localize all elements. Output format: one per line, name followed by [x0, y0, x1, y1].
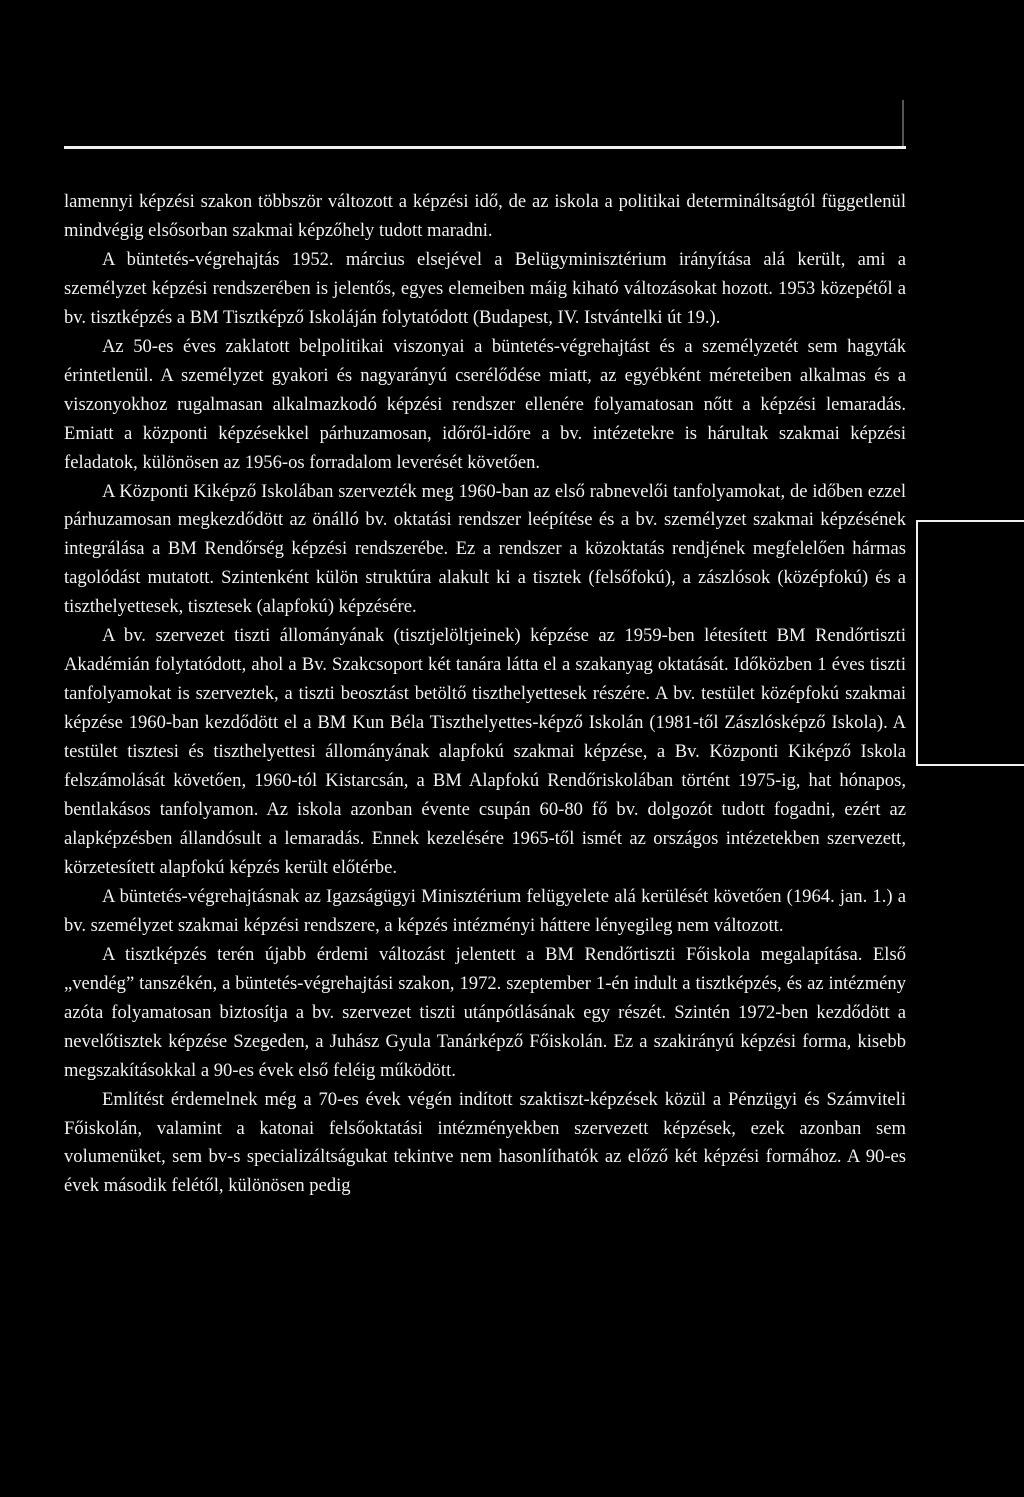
top-rule [64, 146, 906, 149]
paragraph: A Központi Kiképző Iskolában szervezték meg 1960-ban az első rabnevelői tanfolyamokat, de időben ezzel párhuzamosan megkezdődött az önálló bv. oktatási rendszer leépítése és a bv. személyzet szakmai képzésének integrálása a BM Rendőrség képzési rendszerébe. Ez a rendszer a közoktatás rendjének megfelelően hármas tagolódást mutatott. Szintenként külön struktúra alakult ki a tisztek (felsőfokú), a zászlósok (középfokú) és a tiszthelyettesek, tisztesek (alapfokú) képzésére. [64, 480, 906, 618]
paragraph: A büntetés-végrehajtásnak az Igazságügyi Minisztérium felügyelete alá kerülését követően (1964. jan. 1.) a bv. személyzet szakmai képzési rendszere, a képzés intézményi háttere lényegileg nem változott. [64, 885, 906, 936]
paragraph-continuation: lamennyi képzési szakon többször változott a képzési idő, de az iskola a politikai determináltságtól függetlenül mindvégig elsősorban szakmai képzőhely tudott maradni. [64, 191, 906, 241]
paragraph: A büntetés-végrehajtás 1952. március elsejével a Belügyminisztérium irányítása alá került, ami a személyzet képzési rendszerében is jelentős, egyes elemeiben máig kiható változásokat hozott. 1953 közepétől a bv. tisztképzés a BM Tisztképző Iskoláján folytatódott (Budapest, IV. Istvántelki út 19.). [64, 248, 906, 328]
paragraph: A bv. szervezet tiszti állományának (tisztjelöltjeinek) képzése az 1959-ben létesített BM Rendőrtiszti Akadémián folytatódott, ahol a Bv. Szakcsoport két tanára látta el a szakanyag oktatását. Időközben 1 éves tiszti tanfolyamokat is szerveztek, a tiszti beosztást betöltő tiszthelyettesek részére. A bv. testület középfokú szakmai képzése 1960-ban kezdődött el a BM Kun Béla Tiszthelyettes-képző Iskolán (1981-től Zászlósképző Iskola). A testület tisztesi és tiszthelyettesi állományának alapfokú szakmai képzése, a Bv. Központi Kiképző Iskola felszámolását követően, 1960-tól Kistarcsán, a BM Alapfokú Rendőriskolában történt 1975-ig, hat hónapos, bentlakásos tanfolyamon. Az iskola azonban évente csupán 60-80 fő bv. dolgozót tudott fogadni, ezért az alapképzésben állandósult a lemaradás. Ennek kezelésére 1965-től ismét az országos intézetekben szervezett, körzetesített alapfokú képzés került előtérbe. [64, 625, 906, 878]
paragraph: Említést érdemelnek még a 70-es évek végén indított szaktiszt-képzések közül a Pénzügyi és Számviteli Főiskolán, valamint a katonai felsőoktatási intézményekben szervezett képzések, ezek azonban sem volumenüket, sem bv-s specializáltságukat tekintve nem hasonlíthatók az előző két képzési formához. A 90-es évek második felétől, különösen pedig [64, 1088, 906, 1197]
body-text [64, 188, 906, 1201]
paragraph: Az 50-es éves zaklatott belpolitikai viszonyai a büntetés-végrehajtást és a személyzetét sem hagyták érintetlenül. A személyzet gyakori és nagyarányú cserélődése miatt, az egyébként méreteiben alkalmas és a viszonyokhoz rugalmasan alkalmazkodó képzési rendszer ellenére folyamatosan nőtt a képzési lemaradás. Emiatt a központi képzésekkel párhuzamosan, időről-időre a bv. intézetekre is hárultak szakmai képzési feladatok, különösen az 1956-os forradalom leverését követően. [64, 335, 906, 473]
top-rule-tick [902, 100, 904, 146]
paragraph: A tisztképzés terén újabb érdemi változást jelentett a BM Rendőrtiszti Főiskola megalapítása. Első „vendég” tanszékén, a büntetés-végrehajtási szakon, 1972. szeptember 1-én indult a tisztképzés, és az intézmény azóta folyamatosan biztosítja a bv. szervezet tiszti utánpótlásának egy részét. Szintén 1972-ben kezdődött a nevelőtisztek képzése Szegeden, a Juhász Gyula Tanárképző Főiskolán. Ez a szakirányú képzési forma, kisebb megszakításokkal a 90-es évek első feléig működött. [64, 943, 906, 1081]
side-margin-box [916, 520, 1024, 766]
